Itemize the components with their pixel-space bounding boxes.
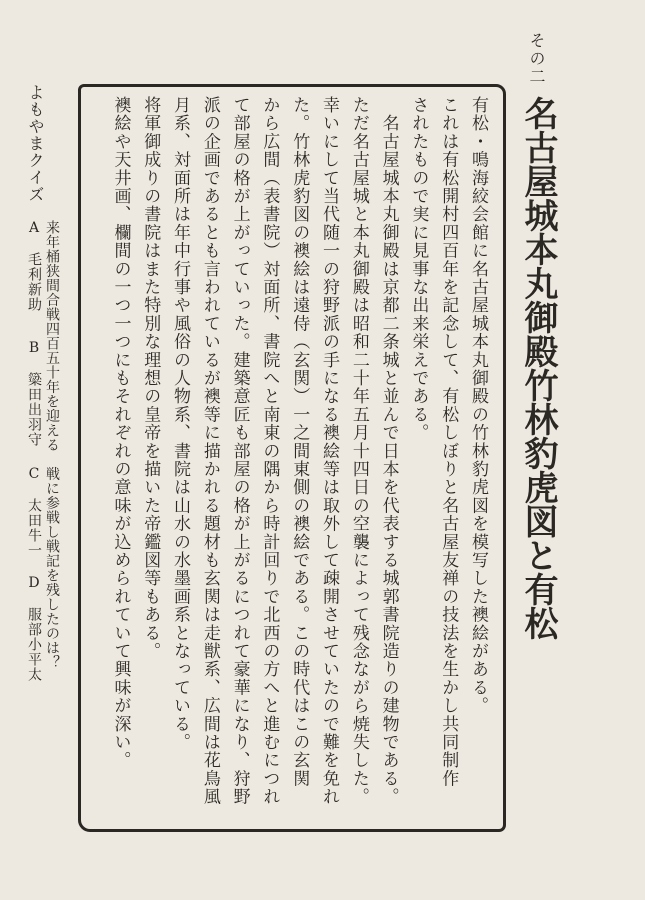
article-body-line: た。竹林虎豹図の襖絵は遠侍（玄関）一之間東側の襖絵である。この時代はこの玄関 [289,96,310,788]
quiz-heading: よもやまクイズ [26,84,45,203]
article-body-line: ただ名古屋城と本丸御殿は昭和二十年五月十四日の空襲によって残念ながら焼失した。 [348,96,369,806]
article-body-line: 有松・鳴海絞会館に名古屋城本丸御殿の竹林豹虎図を模写した襖絵がある。 [468,96,488,715]
article-body-line: 襖絵や天井画、欄間の一つ一つにもそれぞれの意味が込められていて興味が深い。 [110,96,131,770]
quiz-choice-c: C 太田牛一 [26,466,42,558]
section-number-label: その二 [527,32,546,86]
quiz-choice-a: A 毛利新助 [26,220,42,312]
article-body-line: から広間（表書院）対面所、書院へと南東の隅から時計回りで北西の方へと進むにつれ [259,96,280,806]
article-body-line: 将軍御成りの書院はまた特別な理想の皇帝を描いた帝鑑図等もある。 [140,96,161,661]
article-body-line: されたもので実に見事な出来栄えである。 [408,96,429,442]
quiz-choice-b: B 簗田出羽守 [26,340,42,447]
article-body-line: 月系、対面所は年中行事や風俗の人物系、書院は山水の水墨画系となっている。 [170,96,191,752]
article-body-line: 幸いにして当代随一の狩野派の手になる襖絵等は取外して疎開させていたので難を免れ [319,96,340,806]
article-title: 名古屋城本丸御殿竹林豹虎図と有松 [518,96,558,640]
article-body [82,96,492,816]
quiz-choice-d: D 服部小平太 [26,575,42,682]
article-body-line: て部屋の格が上がっていった。建築意匠も部屋の格が上がるにつれて豪華になり、狩野 [229,96,250,806]
article-body-line: 名古屋城本丸御殿は京都二条城と並んで日本を代表する城郭書院造りの建物である。 [378,96,399,806]
article-body-line: 派の企画であるとも言われているが襖等に描かれる題材も玄関は走獣系、広間は花鳥風 [199,96,220,806]
article-body-text [105,96,492,806]
article-body-line: これは有松開村四百年を記念して、有松しぼりと名古屋友禅の技法を生かし共同制作 [438,96,459,788]
quiz-question: 来年桶狭間合戦四百五十年を迎える 戦に参戦し戦記を残したのは？ [44,220,60,670]
